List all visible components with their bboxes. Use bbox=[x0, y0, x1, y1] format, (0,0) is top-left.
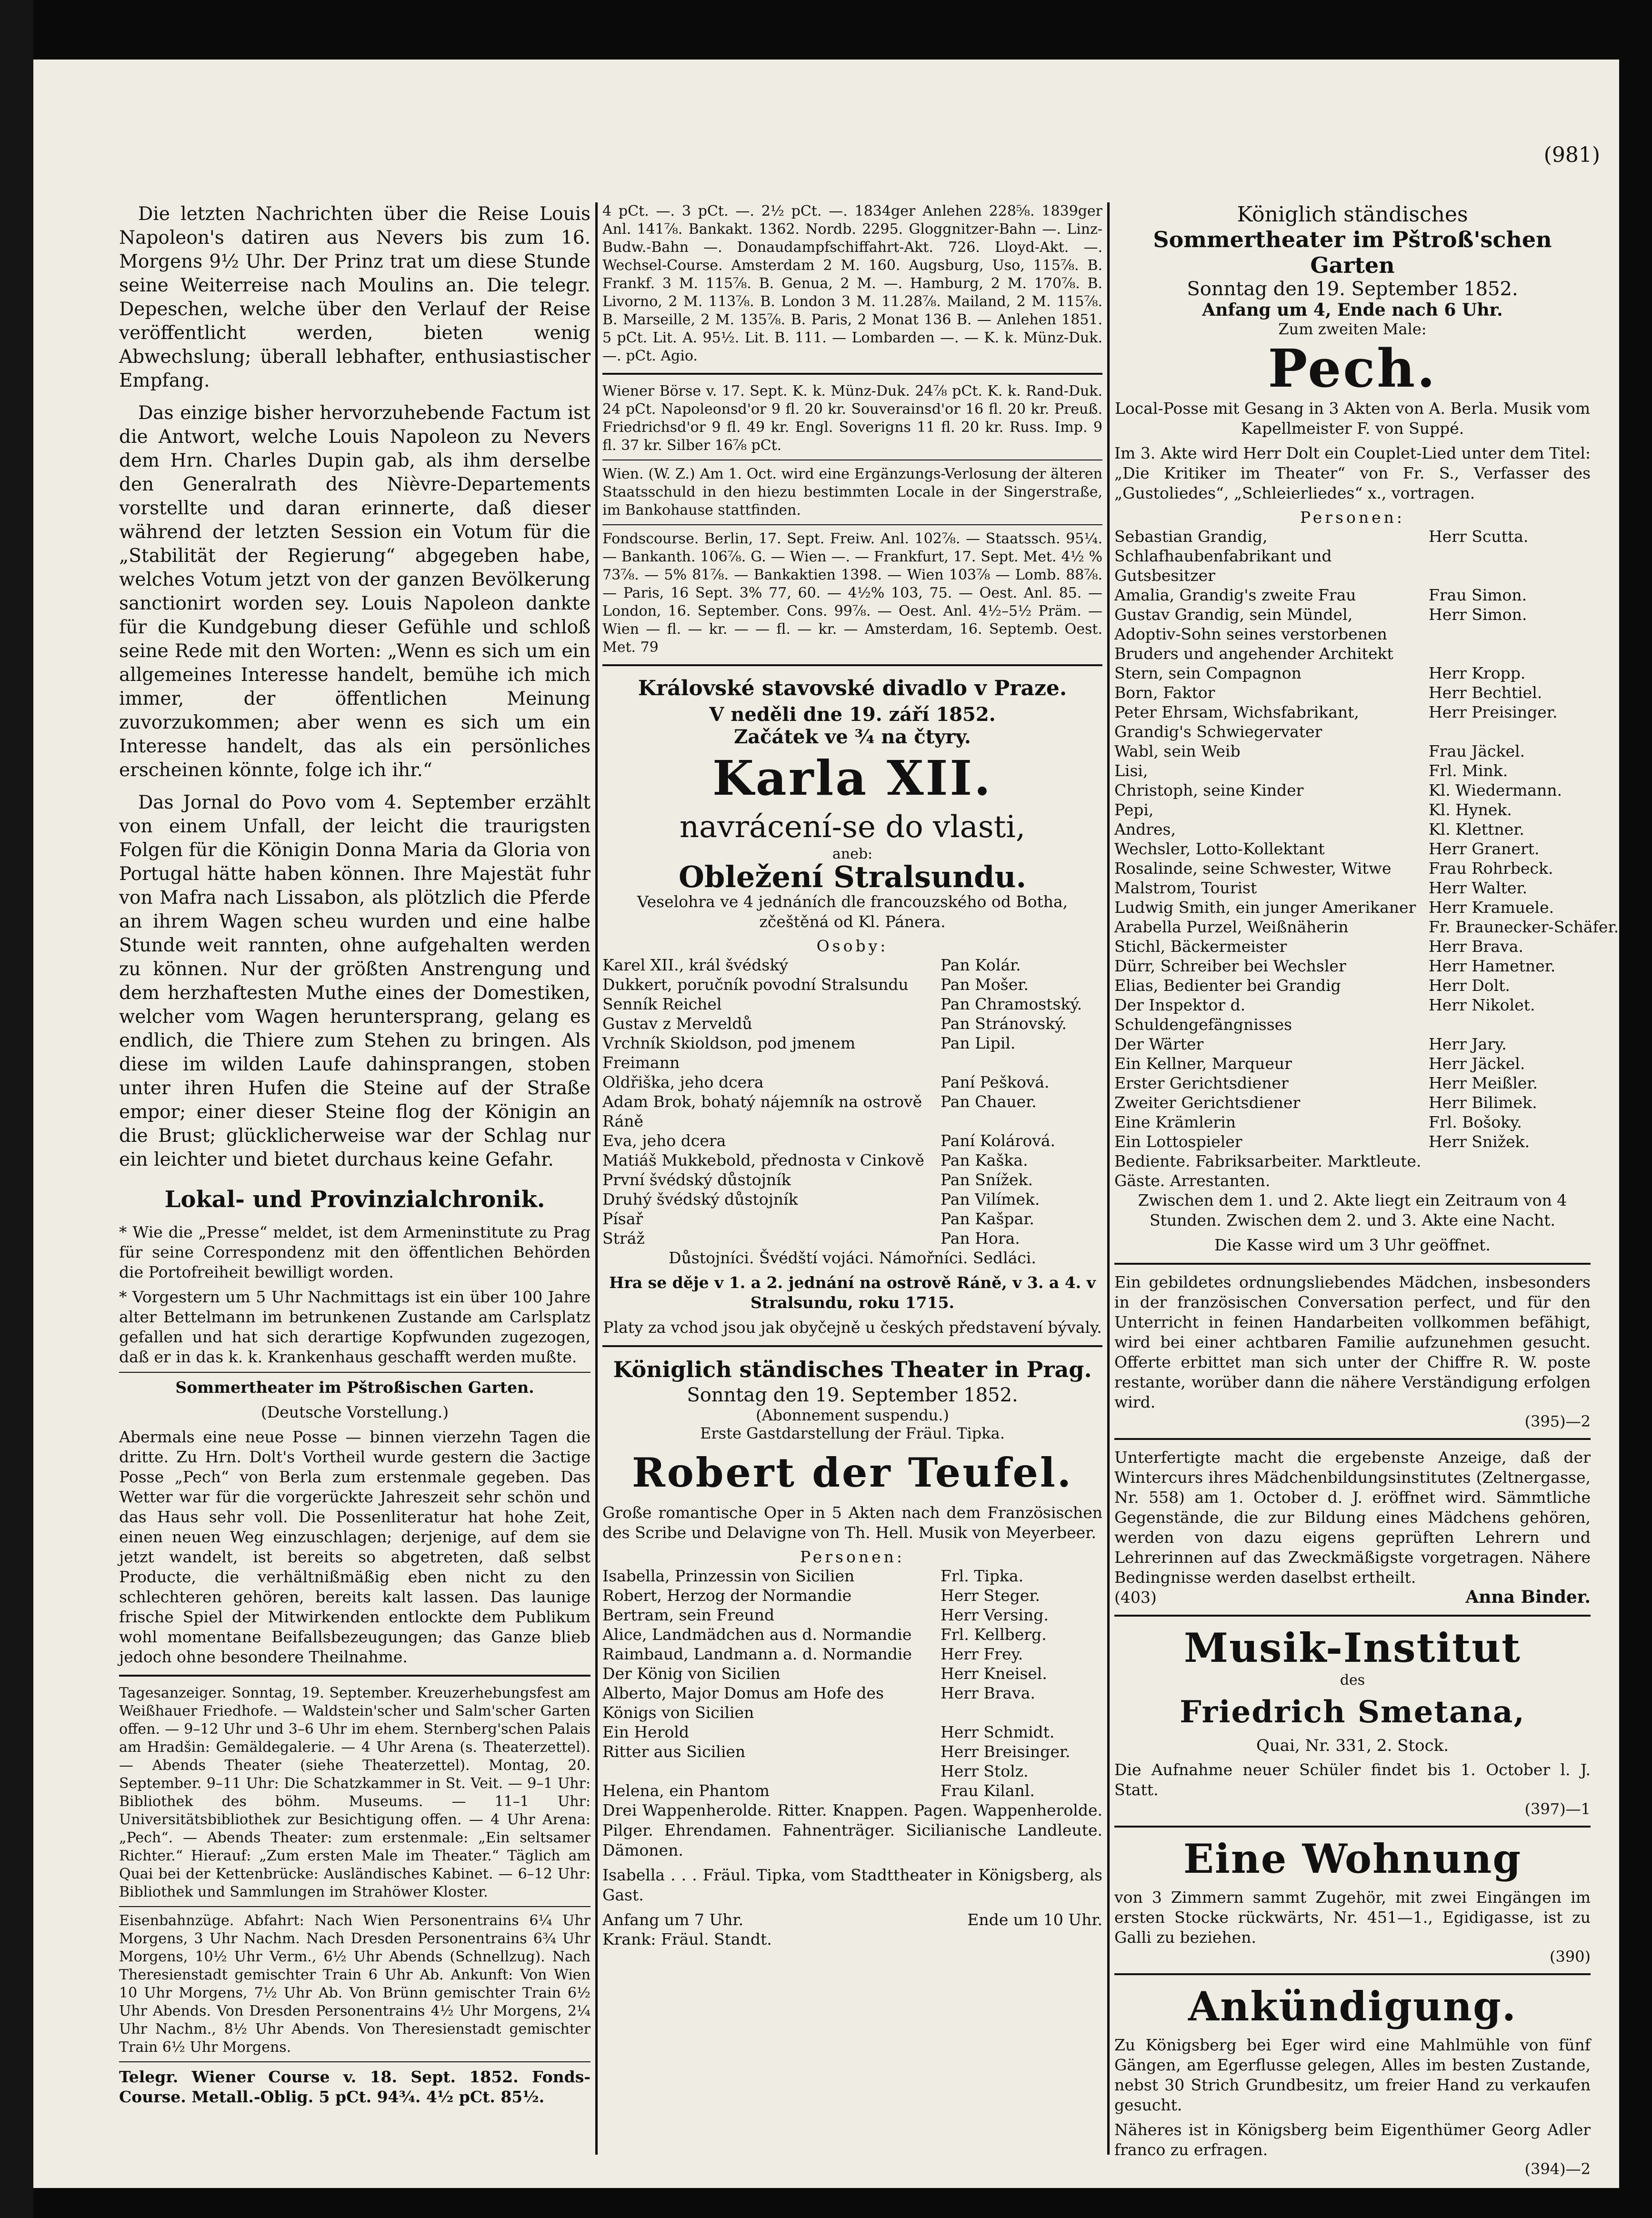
cz-start: Začátek ve ¾ na čtyry. bbox=[734, 726, 971, 748]
cast-actor: Herr Brava. bbox=[941, 1684, 1035, 1702]
newspaper-page bbox=[33, 60, 1619, 2188]
cast-role: Písař bbox=[602, 1209, 643, 1228]
de-cast-row bbox=[602, 1761, 1102, 1781]
cast-actor: Herr Stolz. bbox=[941, 1762, 1029, 1780]
de-opera-title: Robert der Teufel. bbox=[631, 1449, 1073, 1496]
cz-date: V neděli dne 19. září 1852. bbox=[709, 703, 996, 726]
cz-play-subtitle2: Obležení Stralsundu. bbox=[678, 859, 1027, 894]
sommer-cast-row bbox=[1114, 683, 1591, 702]
cast-actor: Pan Kašpar. bbox=[941, 1209, 1034, 1228]
sommer-cast-row bbox=[1114, 1132, 1591, 1151]
de-theater-name: Königlich ständisches Theater in Prag. bbox=[613, 1357, 1092, 1382]
cast-actor: Frau Jäckel. bbox=[1429, 742, 1525, 760]
cast-actor: Kl. Klettner. bbox=[1429, 820, 1524, 839]
de-gast: Erste Gastdarstellung der Fräul. Tipka. bbox=[700, 1424, 1005, 1442]
divider bbox=[1114, 1826, 1591, 1828]
cast-role: Oldřiška, jeho dcera bbox=[602, 1073, 764, 1091]
ad-governess-number: (395)—2 bbox=[1524, 1412, 1591, 1430]
de-cast-row bbox=[602, 1781, 1102, 1800]
cast-actor: Herr Steger. bbox=[941, 1586, 1041, 1605]
cast-actor: Herr Kramuele. bbox=[1429, 898, 1554, 917]
cast-role: Ritter aus Sicilien bbox=[602, 1742, 746, 1761]
column-rule bbox=[1107, 202, 1110, 2155]
divider bbox=[119, 1675, 591, 1677]
sommer-cast-row bbox=[1114, 800, 1591, 819]
column-ads bbox=[1114, 202, 1619, 2178]
cast-role: Peter Ehrsam, Wichsfabrikant, Grandig's Schwiegervater bbox=[1114, 703, 1359, 741]
cast-actor: Herr Scutta. bbox=[1429, 527, 1529, 546]
theater-review-subtitle: (Deutsche Vorstellung.) bbox=[260, 1403, 449, 1421]
divider bbox=[119, 1906, 591, 1907]
divider bbox=[1114, 1263, 1591, 1265]
theater-review-title: Sommertheater im Pštroßischen Garten. bbox=[175, 1378, 534, 1397]
news-paragraph: Das einzige bisher hervorzuhebende Factum ist die Antwort, welche Louis Napoleon zu Nevers dem Hrn. Charles Dupin gab, als ihm derselbe den Generalrath des Nièvre-Departements vorstellte und daran erinnerte, daß dieser während der letzten Session ein Votum für die „Stabilität der Regierung“ abgegeben habe, welches Votum jetzt von der ganzen Bevölkerung sanctionirt worden sey. Louis Napoleon dankte für die Kundgebung dieser Gefühle und schloß seine Rede mit den Worten: „Wenn es sich um ein allgemeines Interesse handelt, bemühe ich mich immer, der öffentlichen Meinung zuvorzukommen; aber wenn es sich um ein Interesse handelt, das als ein persönliches erscheinen könnte, folge ich ihr.“ bbox=[119, 402, 591, 781]
ankuendigung-number: (394)—2 bbox=[1524, 2160, 1591, 2178]
cast-role: Christoph, seine Kinder bbox=[1114, 781, 1304, 799]
de-isabella: Isabella . . . Fräul. Tipka, vom Stadttheater in Königsberg, als Gast. bbox=[602, 1866, 1102, 1904]
cast-actor: Herr Kropp. bbox=[1429, 664, 1526, 682]
cast-role: Karel XII., král švédský bbox=[602, 956, 789, 974]
cast-actor: Fr. Braunecker-Schäfer. bbox=[1429, 918, 1619, 936]
sommer-cast-row bbox=[1114, 1093, 1591, 1112]
divider bbox=[119, 2061, 591, 2062]
cast-role: Stráž bbox=[602, 1229, 645, 1248]
de-cast-row bbox=[602, 1742, 1102, 1761]
wien-notice: Wien. (W. Z.) Am 1. Oct. wird eine Ergänzungs-Verlosung der älteren Staatsschuld in den hiezu bestimmten Locale in der Singerstraße, im Bankohause stattfinden. bbox=[602, 466, 1102, 519]
cast-actor: Frl. Mink. bbox=[1429, 761, 1508, 780]
divider bbox=[1114, 1438, 1591, 1440]
cast-role: Gustav z Merveldů bbox=[602, 1014, 752, 1033]
cast-actor: Pan Snížek. bbox=[941, 1170, 1033, 1189]
cast-role: Arabella Purzel, Weißnäherin bbox=[1114, 918, 1349, 936]
cast-role: Senník Reichel bbox=[602, 995, 722, 1013]
cast-role: Lisi, bbox=[1114, 761, 1148, 780]
cz-cast-row bbox=[602, 1209, 1102, 1229]
wohnung-text: von 3 Zimmern sammt Zugehör, mit zwei Eingängen im ersten Stocke rückwärts, Nr. 451—1., Egidigasse, ist zu Galli zu beziehen. bbox=[1114, 1888, 1591, 1947]
divider bbox=[602, 1345, 1102, 1347]
cast-role: Erster Gerichtsdiener bbox=[1114, 1074, 1289, 1092]
cast-role: První švédský důstojník bbox=[602, 1170, 791, 1189]
cast-actor: Herr Jary. bbox=[1429, 1035, 1507, 1053]
sommer-head2: Sommertheater im Pštroß'schen Garten bbox=[1153, 227, 1552, 278]
column-rule bbox=[595, 202, 598, 2155]
cast-role: Rosalinde, seine Schwester, Witwe bbox=[1114, 859, 1392, 878]
sommer-cast-row bbox=[1114, 663, 1591, 683]
cast-role: Elias, Bedienter bei Grandig bbox=[1114, 976, 1341, 995]
de-krank: Krank: Fräul. Standt. bbox=[602, 1930, 772, 1948]
sommer-cast-row bbox=[1114, 995, 1591, 1034]
divider bbox=[1114, 1973, 1591, 1975]
wiener-boerse: Wiener Börse v. 17. Sept. K. k. Münz-Duk. 24⅞ pCt. K. k. Rand-Duk. 24 pCt. Napoleonsd'or 9 fl. 20 kr. Souverainsd'or 16 fl. 20 kr. Preuß. Friedrichsd'or 9 fl. 49 kr. Engl. Soverigns 11 fl. 20 kr. Russ. Imp. 9 fl. 37 kr. Silber 16⅞ pCt. bbox=[602, 383, 1102, 454]
sommer-cast-row bbox=[1114, 1151, 1591, 1190]
cast-role: Gustav Grandig, sein Mündel, Adoptiv-Sohn seines verstorbenen Bruders und angehender Architekt bbox=[1114, 605, 1393, 663]
de-cast-row bbox=[602, 1722, 1102, 1742]
sommer-cast-row bbox=[1114, 917, 1619, 937]
musik-address: Quai, Nr. 331, 2. Stock. bbox=[1256, 1736, 1449, 1755]
de-cast-row bbox=[602, 1566, 1102, 1586]
sommer-cast-row bbox=[1114, 839, 1591, 859]
musik-number: (397)—1 bbox=[1524, 1800, 1591, 1818]
cast-role: Eine Krämlerin bbox=[1114, 1113, 1236, 1131]
lokal-item: * Wie die „Presse“ meldet, ist dem Armeninstitute zu Prag für seine Correspondenz mit den öffentlichen Behörden die Portofreiheit bewilligt worden. bbox=[119, 1223, 591, 1281]
theater-review-text: Abermals eine neue Posse — binnen vierzehn Tagen die dritte. Zu Hrn. Dolt's Vortheil wurde gestern die 3actige Posse „Pech“ von Berla zum erstenmale gegeben. Das Wetter war für die vorgerückte Jahreszeit sehr schön und das Haus sehr voll. Die Possenliteratur hat hohe Zeit, einen neuen Weg einzuschlagen; derjenige, auf dem sie jetzt wandelt, ist bereits so abgetreten, daß selbst Producte, die verhältnißmäßig eben nicht zu den schlechteren gehören, bereits kalt lassen. Das launige frische Spiel der Mitwirkenden entlockte dem Publikum wohl momentane Beifallsbezeugungen; das Ganze blieb jedoch ohne besondere Theilnahme. bbox=[119, 1428, 591, 1666]
cz-genre: Veselohra ve 4 jednáních dle francouzského od Botha, zčeštěná od Kl. Pánera. bbox=[637, 892, 1068, 931]
cast-role: Ein Kellner, Marqueur bbox=[1114, 1054, 1292, 1073]
cast-actor: Herr Hametner. bbox=[1429, 957, 1556, 975]
news-paragraph: Die letzten Nachrichten über die Reise Louis Napoleon's datiren aus Nevers bis zum 16. Morgens 9½ Uhr. Der Prinz trat um diese Stunde seine Weiterreise nach Moulins an. Die telegr. Depeschen, welche über den Verlauf der Reise veröffentlicht werden, bieten wenig Abwechslung; überall lebhafter, enthusiastischer Empfang. bbox=[119, 203, 591, 391]
de-start: Anfang um 7 Uhr. bbox=[602, 1910, 744, 1929]
ad-institute-footer bbox=[1114, 1588, 1591, 1607]
cast-actor: Pan Stránovský. bbox=[941, 1014, 1067, 1033]
cz-cast-row bbox=[602, 1170, 1102, 1189]
sommer-cast-row bbox=[1114, 702, 1591, 741]
sommer-zweiten: Zum zweiten Male: bbox=[1278, 320, 1427, 338]
cast-actor: Pan Kolár. bbox=[941, 956, 1021, 974]
cast-actor: Frl. Kellberg. bbox=[941, 1625, 1047, 1644]
divider bbox=[1114, 1615, 1591, 1617]
cast-role: Malstrom, Tourist bbox=[1114, 879, 1257, 897]
sommer-date: Sonntag den 19. September 1852. bbox=[1187, 278, 1518, 300]
de-cast-row bbox=[602, 1644, 1102, 1664]
cast-actor: Herr Walter. bbox=[1429, 879, 1528, 897]
cast-role: Amalia, Grandig's zweite Frau bbox=[1114, 586, 1356, 604]
cast-role: Born, Faktor bbox=[1114, 683, 1215, 702]
de-abonnement: (Abonnement suspendu.) bbox=[756, 1406, 949, 1424]
sommer-cast-row bbox=[1114, 1073, 1591, 1093]
de-cast-row bbox=[602, 1664, 1102, 1683]
sommer-cast-row bbox=[1114, 898, 1591, 917]
de-times bbox=[602, 1910, 1102, 1929]
cast-actor: Herr Kneisel. bbox=[941, 1664, 1047, 1683]
cast-role: Stern, sein Compagnon bbox=[1114, 664, 1302, 682]
sommer-cast-row bbox=[1114, 527, 1591, 585]
divider bbox=[119, 1372, 591, 1373]
cz-osoby: Osoby: bbox=[816, 937, 889, 955]
cast-actor: Frl. Tipka. bbox=[941, 1567, 1024, 1585]
sommer-cast-row bbox=[1114, 780, 1591, 800]
ankuendigung-text: Zu Königsberg bei Eger wird eine Mahlmühle von fünf Gängen, am Egerflusse gelegen, Alles im besten Zustande, nebst 30 Strich Grundbesitz, um freier Hand zu verkaufen gesucht. bbox=[1114, 2036, 1591, 2114]
cast-actor: Paní Pešková. bbox=[941, 1073, 1050, 1091]
cast-actor: Herr Breisinger. bbox=[941, 1742, 1071, 1761]
cast-role bbox=[602, 1761, 941, 1781]
cast-role: Sebastian Grandig, Schlafhaubenfabrikant und Gutsbesitzer bbox=[1114, 527, 1332, 585]
cast-role: Zweiter Gerichtsdiener bbox=[1114, 1093, 1301, 1112]
cast-role: Vrchník Skioldson, pod jmenem Freimann bbox=[602, 1034, 856, 1072]
sommer-cast-row bbox=[1114, 956, 1591, 976]
cast-role: Der Wärter bbox=[1114, 1035, 1204, 1053]
sommer-cast-row bbox=[1114, 976, 1591, 995]
cast-role: Bertram, sein Freund bbox=[602, 1606, 775, 1624]
cast-role: Ein Lottospieler bbox=[1114, 1132, 1242, 1151]
cz-price: Platy za vchod jsou jak obyčejně u českých představení bývaly. bbox=[603, 1318, 1102, 1337]
cast-role: Wabl, sein Weib bbox=[1114, 742, 1241, 760]
sommer-note: Im 3. Akte wird Herr Dolt ein Couplet-Lied unter dem Titel: „Die Kritiker im Theater“ von Fr. S., Verfasser des „Gustoliedes“, „Schleierliedes“ x., vortragen. bbox=[1114, 444, 1591, 502]
sommer-cast-row bbox=[1114, 1034, 1591, 1054]
sommer-times: Anfang um 4, Ende nach 6 Uhr. bbox=[1202, 300, 1503, 320]
sommer-personen: Personen: bbox=[1300, 508, 1405, 527]
cast-actor: Kl. Wiedermann. bbox=[1429, 781, 1562, 799]
cast-actor: Pan Hora. bbox=[941, 1229, 1020, 1248]
column-markets-theater bbox=[602, 202, 1102, 2155]
sommer-genre: Local-Posse mit Gesang in 3 Akten von A. Berla. Musik vom Kapellmeister F. von Suppé. bbox=[1114, 399, 1591, 438]
cast-role: Pepi, bbox=[1114, 800, 1154, 819]
sommer-zwischen: Zwischen dem 1. und 2. Akte liegt ein Zeitraum von 4 Stunden. Zwischen dem 2. und 3. Akte eine Nacht. bbox=[1138, 1191, 1567, 1229]
ad-governess: Ein gebildetes ordnungsliebendes Mädchen, insbesonders in der französischen Conversation perfect, und für den Unterricht in feinen Handarbeiten vollkommen befähigt, wird bei einer achtbaren Familie aufzunehmen gesucht. Offerte erbittet man sich unter der Chiffre R. W. poste restante, worüber dann die nähere Verständigung erfolgen wird. bbox=[1114, 1273, 1591, 1411]
cz-aneb: aneb: bbox=[832, 846, 873, 862]
cast-role: Dukkert, poručník povodní Stralsundu bbox=[602, 975, 909, 994]
cast-actor: Pan Mošer. bbox=[941, 975, 1029, 994]
sommer-cast-row bbox=[1114, 741, 1591, 761]
sommer-cast-row bbox=[1114, 761, 1591, 780]
cz-cast-row bbox=[602, 975, 1102, 994]
cz-cast-row bbox=[602, 1092, 1102, 1131]
cast-actor: Herr Brava. bbox=[1429, 937, 1523, 956]
de-extras: Drei Wappenherolde. Ritter. Knappen. Pagen. Wappenherolde. Pilger. Ehrendamen. Fahnenträger. Sicilianische Landleute. Dämonen. bbox=[602, 1801, 1102, 1859]
cast-actor: Frau Kilanl. bbox=[941, 1781, 1035, 1800]
course-footer: Telegr. Wiener Course v. 18. Sept. 1852. Fonds-Course. Metall.-Oblig. 5 pCt. 94¾. 4½ pCt. 85½. bbox=[119, 2068, 591, 2106]
musik-text: Die Aufnahme neuer Schüler findet bis 1. October l. J. Statt. bbox=[1114, 1760, 1591, 1799]
divider bbox=[602, 373, 1102, 375]
musik-title: Musik-Institut bbox=[1184, 1624, 1521, 1671]
cz-cast-row bbox=[602, 1229, 1102, 1248]
cast-actor: Paní Kolárová. bbox=[941, 1131, 1056, 1150]
cast-role: Ludwig Smith, ein junger Amerikaner bbox=[1114, 898, 1416, 917]
cast-role: Isabella, Prinzessin von Sicilien bbox=[602, 1567, 855, 1585]
cz-play-title: Karla XII. bbox=[712, 750, 992, 806]
page-number: (981) bbox=[1543, 143, 1600, 167]
cast-role: Wechsler, Lotto-Kollektant bbox=[1114, 839, 1325, 858]
cast-actor: Frl. Bošoky. bbox=[1429, 1113, 1522, 1131]
sommer-cast-row bbox=[1114, 878, 1591, 898]
fonds-course: Fondscourse. Berlin, 17. Sept. Freiw. Anl. 102⅞. — Staatssch. 95¼. — Bankanth. 106⅞. G. — Wien —. — Frankfurt, 17. Sept. Met. 4½ % 73⅞. — 5% 81⅞. — Bankaktien 1398. — Wien 103⅞ — Lomb. 88⅞. — Paris, 16 Sept. 3% 77, 60. — 4½% 103, 75. — Oest. Anl. 85. — London, 16. September. Cons. 99⅞. — Oest. Anl. 4½–5½ Präm. — Wien — fl. — kr. — — fl. — kr. — Amsterdam, 16. Septemb. Oest. Met. 79 bbox=[602, 530, 1102, 656]
cz-place: Hra se děje v 1. a 2. jednání na ostrově Ráně, v 3. a 4. v Stralsundu, roku 1715. bbox=[609, 1273, 1096, 1312]
cast-role: Der Inspektor d. Schuldengefängnisses bbox=[1114, 996, 1292, 1034]
cast-role: Dürr, Schreiber bei Wechsler bbox=[1114, 957, 1346, 975]
divider bbox=[602, 664, 1102, 666]
cz-cast-row bbox=[602, 955, 1102, 975]
de-genre: Große romantische Oper in 5 Akten nach dem Französischen des Scribe und Delavigne von Th. Hell. Musik von Meyerbeer. bbox=[602, 1503, 1102, 1542]
cast-actor: Pan Lipil. bbox=[941, 1034, 1016, 1052]
cast-actor: Pan Vilímek. bbox=[941, 1190, 1040, 1209]
sommer-cast-row bbox=[1114, 819, 1591, 839]
cast-actor: Herr Dolt. bbox=[1429, 976, 1510, 995]
cast-role: Bediente. Fabriksarbeiter. Marktleute. Gäste. Arrestanten. bbox=[1114, 1152, 1422, 1190]
cast-actor: Herr Simon. bbox=[1429, 605, 1527, 624]
cast-actor: Herr Nikolet. bbox=[1429, 996, 1535, 1014]
cast-role: Alberto, Major Domus am Hofe des Königs von Sicilien bbox=[602, 1684, 884, 1722]
column-news bbox=[119, 202, 591, 2155]
tagesanzeiger: Tagesanzeiger. Sonntag, 19. September. Kreuzerhebungsfest am Weißhauer Friedhofe. — Waldstein'scher und Salm'scher Garten offen. — 9–12 Uhr und 3–6 Uhr im ehem. Sternberg'schen Palais am Hradšin: Gemäldegalerie. — 4 Uhr Arena (s. Theaterzettel). — Abends Theater (siehe Theaterzettel). Montag, 20. September. 9–11 Uhr: Die Schatzkammer in St. Veit. — 9–1 Uhr: Bibliothek des böhm. Museums. — 11–1 Uhr: Universitätsbibliothek zur Besichtigung offen. — 4 Uhr Arena: „Pech“. — Abends Theater: zum erstenmale: „Ein seltsamer Richter.“ Hierauf: „Zum ersten Male im Theater.“ Täglich am Quai bei der Kettenbrücke: Ausländisches Kabinet. — 6–12 Uhr: Bibliothek und Sammlungen im Strahöwer Kloster. bbox=[119, 1685, 591, 1900]
scan-border bbox=[0, 0, 33, 2218]
cz-cast-row bbox=[602, 1033, 1102, 1072]
cz-cast-row bbox=[602, 994, 1102, 1014]
cz-play-subtitle: navrácení-se do vlasti, bbox=[679, 809, 1026, 845]
news-paragraph: Das Jornal do Povo vom 4. September erzählt von einem Unfall, der leicht die traurigsten Folgen für die Königin Donna Maria da Gloria von Portugal hätte haben können. Ihre Majestät fuhr von Mafra nach Lissabon, als plötzlich die Pferde an ihrem Wagen scheu wurden und eine halbe Stunde weit rannten, ohne aufgehalten werden zu können. Nur der größten Anstrengung und dem herzhaftesten Muthe eines der Domestiken, welcher vom Wagen heruntersprang, gelang es endlich, die Thiere zum Stehen zu bringen. Als diese im wilden Laufe dahinsprangen, stoben unter ihren Hufen die Steine auf der Straße empor; einer dieser Steine flog der Königin an die Brust; glücklicherweise war der Schlag nur ein leichter und bietet durchaus keine Gefahr. bbox=[119, 792, 591, 1170]
sommer-cast-row bbox=[1114, 937, 1591, 956]
lokal-heading: Lokal- und Provinzialchronik. bbox=[164, 1186, 545, 1213]
cast-actor: Herr Meißler. bbox=[1429, 1074, 1538, 1092]
cast-actor: Frau Simon. bbox=[1429, 586, 1527, 604]
sommer-cast-row bbox=[1114, 605, 1591, 663]
cast-actor: Pan Kaška. bbox=[941, 1151, 1028, 1169]
cast-actor: Herr Snižek. bbox=[1429, 1132, 1530, 1151]
cz-cast-row bbox=[602, 1072, 1102, 1092]
de-cast-list bbox=[602, 1566, 1102, 1800]
cz-cast-list bbox=[602, 955, 1102, 1248]
sommer-cast-list bbox=[1114, 527, 1619, 1190]
cast-role: Ein Herold bbox=[602, 1723, 690, 1741]
cast-role: Adam Brok, bohatý nájemník na ostrově Ráně bbox=[602, 1092, 922, 1130]
sommer-head1: Königlich ständisches bbox=[1237, 202, 1468, 227]
sommer-cast-row bbox=[1114, 1054, 1591, 1073]
ad-institute-number: (403) bbox=[1114, 1588, 1157, 1607]
cz-cast-row bbox=[602, 1131, 1102, 1150]
wohnung-number: (390) bbox=[1549, 1948, 1591, 1966]
eisenbahn-times: Eisenbahnzüge. Abfahrt: Nach Wien Personentrains 6¼ Uhr Morgens, 3 Uhr Nachm. Nach Dresden Personentrains 6¾ Uhr Morgens, 10½ Uhr Verm., 6½ Uhr Abends (Schnellzug). Nach Theresienstadt gemischter Train 6 Uhr Ab. Ankunft: Von Wien 10 Uhr Morgens, 7½ Uhr Ab. Von Brünn gemischter Train 6½ Uhr Abends. Von Dresden Personentrains 4½ Uhr Morgens, 2¼ Uhr Nachm., 8½ Uhr Abends. Von Theresienstadt gemischter Train 6½ Uhr Morgens. bbox=[119, 1912, 591, 2056]
cast-actor: Herr Preisinger. bbox=[1429, 703, 1558, 721]
cast-actor: Herr Versing. bbox=[941, 1606, 1049, 1624]
cz-cast-row bbox=[602, 1189, 1102, 1209]
wohnung-title: Eine Wohnung bbox=[1183, 1835, 1522, 1882]
cast-role: Der König von Sicilien bbox=[602, 1664, 781, 1683]
ad-institute-signature: Anna Binder. bbox=[1465, 1587, 1591, 1607]
cz-cast-row bbox=[602, 1014, 1102, 1033]
cast-actor: Kl. Hynek. bbox=[1429, 800, 1512, 819]
cast-role: Andres, bbox=[1114, 820, 1176, 839]
cast-actor bbox=[1429, 1151, 1591, 1190]
lokal-item: * Vorgestern um 5 Uhr Nachmittags ist ein über 100 Jahre alter Bettelmann im betrunkenen Zustande am Carlsplatz gefallen und hat sich derartige Kopfwunden zugezogen, daß er in das k. k. Krankenhaus geschafft werden mußte. bbox=[119, 1288, 591, 1366]
cast-actor: Frau Rohrbeck. bbox=[1429, 859, 1553, 878]
de-date: Sonntag den 19. September 1852. bbox=[687, 1384, 1018, 1406]
cz-theater-name: Královské stavovské divadlo v Praze. bbox=[638, 676, 1067, 700]
cast-actor: Pan Chramostský. bbox=[941, 995, 1082, 1013]
cast-actor: Herr Frey. bbox=[941, 1645, 1023, 1663]
cast-role: Helena, ein Phantom bbox=[602, 1781, 770, 1800]
sommer-cast-row bbox=[1114, 1112, 1591, 1132]
musik-des: des bbox=[1340, 1672, 1365, 1688]
ankuendigung-title: Ankündigung. bbox=[1188, 1983, 1517, 2030]
de-cast-row bbox=[602, 1586, 1102, 1605]
cast-actor: Herr Schmidt. bbox=[941, 1723, 1055, 1741]
cast-role: Druhý švédský důstojník bbox=[602, 1190, 798, 1209]
sommer-title: Pech. bbox=[1268, 338, 1437, 399]
cast-role: Stichl, Bäckermeister bbox=[1114, 937, 1287, 956]
cast-role: Robert, Herzog der Normandie bbox=[602, 1586, 852, 1605]
cast-actor: Herr Bechtiel. bbox=[1429, 683, 1542, 702]
market-rates: 4 pCt. —. 3 pCt. —. 2½ pCt. —. 1834ger Anlehen 228⅝. 1839ger Anl. 141⅞. Bankakt. 1362. Nordb. 2295. Gloggnitzer-Bahn —. Linz-Budw.-Bahn —. Donaudampfschiffahrt-Akt. 726. Lloyd-Akt. —. Wechsel-Course. Amsterdam 2 M. 160. Augsburg, Uso, 115⅞. B. Frankf. 3 M. 115⅞. B. Genua, 2 M. —. Hamburg, 2 M. 170⅞. B. Livorno, 2 M. 113⅞. B. London 3 M. 11.28⅞. Mailand, 2 M. 115⅞. B. Marseille, 2 M. 135⅞. B. Paris, 2 Monat 136 B. — Anlehen 1851. 5 pCt. Lit. A. 95½. Lit. B. 111. — Lombarden —. — K. k. Münz-Duk. —. pCt. Agio. bbox=[602, 203, 1102, 364]
de-end: Ende um 10 Uhr. bbox=[967, 1910, 1102, 1929]
ankuendigung-text2: Näheres ist in Königsberg beim Eigenthümer Georg Adler franco zu erfragen. bbox=[1114, 2120, 1591, 2159]
de-cast-row bbox=[602, 1605, 1102, 1625]
cast-actor: Herr Jäckel. bbox=[1429, 1054, 1525, 1073]
de-cast-row bbox=[602, 1683, 1102, 1722]
cast-actor: Herr Granert. bbox=[1429, 839, 1540, 858]
cast-role: Raimbaud, Landmann a. d. Normandie bbox=[602, 1645, 912, 1663]
musik-name: Friedrich Smetana, bbox=[1180, 1694, 1525, 1730]
cz-extras: Důstojníci. Švédští vojáci. Námořníci. Sedláci. bbox=[669, 1249, 1036, 1267]
divider bbox=[602, 524, 1102, 525]
sommer-kasse: Die Kasse wird um 3 Uhr geöffnet. bbox=[1214, 1236, 1491, 1254]
cz-cast-row bbox=[602, 1150, 1102, 1170]
sommer-cast-row bbox=[1114, 859, 1591, 878]
sommer-cast-row bbox=[1114, 585, 1591, 605]
cast-role: Alice, Landmädchen aus d. Normandie bbox=[602, 1625, 912, 1644]
cast-role: Matiáš Mukkebold, přednosta v Cinkově bbox=[602, 1151, 924, 1169]
cast-actor: Herr Bilimek. bbox=[1429, 1093, 1537, 1112]
cast-role: Eva, jeho dcera bbox=[602, 1131, 726, 1150]
de-cast-row bbox=[602, 1625, 1102, 1644]
ad-institute: Unterfertigte macht die ergebenste Anzeige, daß der Wintercurs ihres Mädchenbildungsinstitutes (Zeltnergasse, Nr. 558) am 1. October d. J. eröffnet wird. Sämmtliche Gegenstände, die zur Bildung eines Mädchens gehören, werden von dazu eigens geprüften Lehrern und Lehrerinnen auf das Zweckmäßigste vorgetragen. Nähere Bedingnisse werden daselbst ertheilt. bbox=[1114, 1448, 1591, 1587]
de-personen: Personen: bbox=[800, 1548, 905, 1566]
cast-actor: Pan Chauer. bbox=[941, 1092, 1037, 1111]
